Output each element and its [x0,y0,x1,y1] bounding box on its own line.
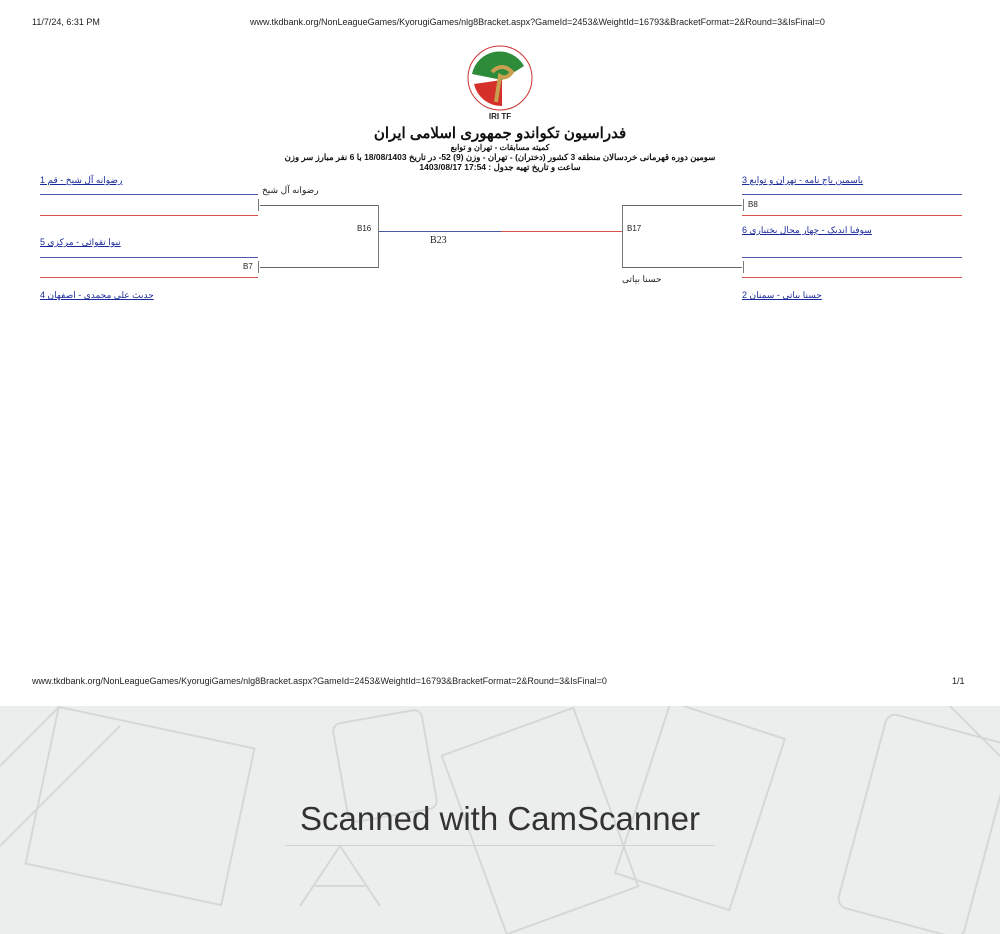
line [742,277,962,278]
svg-text:IRI TF: IRI TF [488,112,512,120]
final-line-right [501,231,622,232]
line [742,257,962,258]
page-number: 1/1 [952,676,965,686]
match-code-b7: B7 [243,262,253,271]
line [258,199,259,211]
generated-time: ساعت و تاریخ تهیه جدول : 17:54 1403/08/17 [419,162,581,172]
line [40,215,258,216]
print-datetime: 11/7/24, 6:31 PM [32,17,100,27]
camscanner-text: Scanned with CamScanner [300,800,700,837]
footer-url: www.tkdbank.org/NonLeagueGames/KyorugiGames/nlg8Bracket.aspx?GameId=2453&WeightId=16793&BracketFormat=2&Round=3&IsFinal=0 [32,676,607,686]
entry-right-1[interactable]: یاسمین باج نامه - تهران و توابع 3 [742,175,864,185]
federation-logo [462,44,538,120]
entry-left-1[interactable]: رضوانه آل شیخ - قم 1 [40,175,123,185]
final-line-left [379,231,501,232]
print-url: www.tkdbank.org/NonLeagueGames/KyorugiGames/nlg8Bracket.aspx?GameId=2453&WeightId=16793&BracketFormat=2&Round=3&IsFinal=0 [250,17,825,27]
camscanner-watermark-band [0,706,1000,934]
line [260,205,378,206]
line [622,205,623,268]
line [742,215,962,216]
line [40,257,258,258]
entry-right-3[interactable]: حسنا بیاتی - سمنان 2 [742,290,822,300]
line [40,194,258,195]
entry-left-3[interactable]: حدیث علی محمدی - اصفهان 4 [40,290,154,300]
match-code-b16: B16 [357,224,372,233]
event-description: سومین دوره قهرمانی خردسالان منطقه 3 کشور (دختران) - تهران - وزن (9) 52- در تاریخ 18/08/1403 با 6 نفر مبارز سر وزن [284,152,716,162]
federation-title: فدراسیون تکواندو جمهوری اسلامی ایران [373,125,627,142]
match-code-b23: B23 [430,235,447,246]
entry-right-2[interactable]: سوفیا اندیک - چهار محال بختیاری 6 [742,225,872,235]
line [622,267,742,268]
line [258,261,259,273]
divider [285,845,715,846]
line [622,205,742,206]
line [378,205,379,268]
match-code-b17: B17 [627,224,642,233]
entry-left-2[interactable]: نیوا تقوائی - مرکزی 5 [40,237,121,247]
match-code-b8: B8 [748,200,758,209]
committee-subtitle: کمیته مسابقات - تهران و توابع [450,143,550,152]
line [743,261,744,273]
winner-right-bottom: حسنا بیاتی [622,274,662,284]
line [743,199,744,211]
line [40,277,258,278]
line [742,194,962,195]
line [260,267,378,268]
winner-left-top: رضوانه آل شیخ [262,185,319,195]
